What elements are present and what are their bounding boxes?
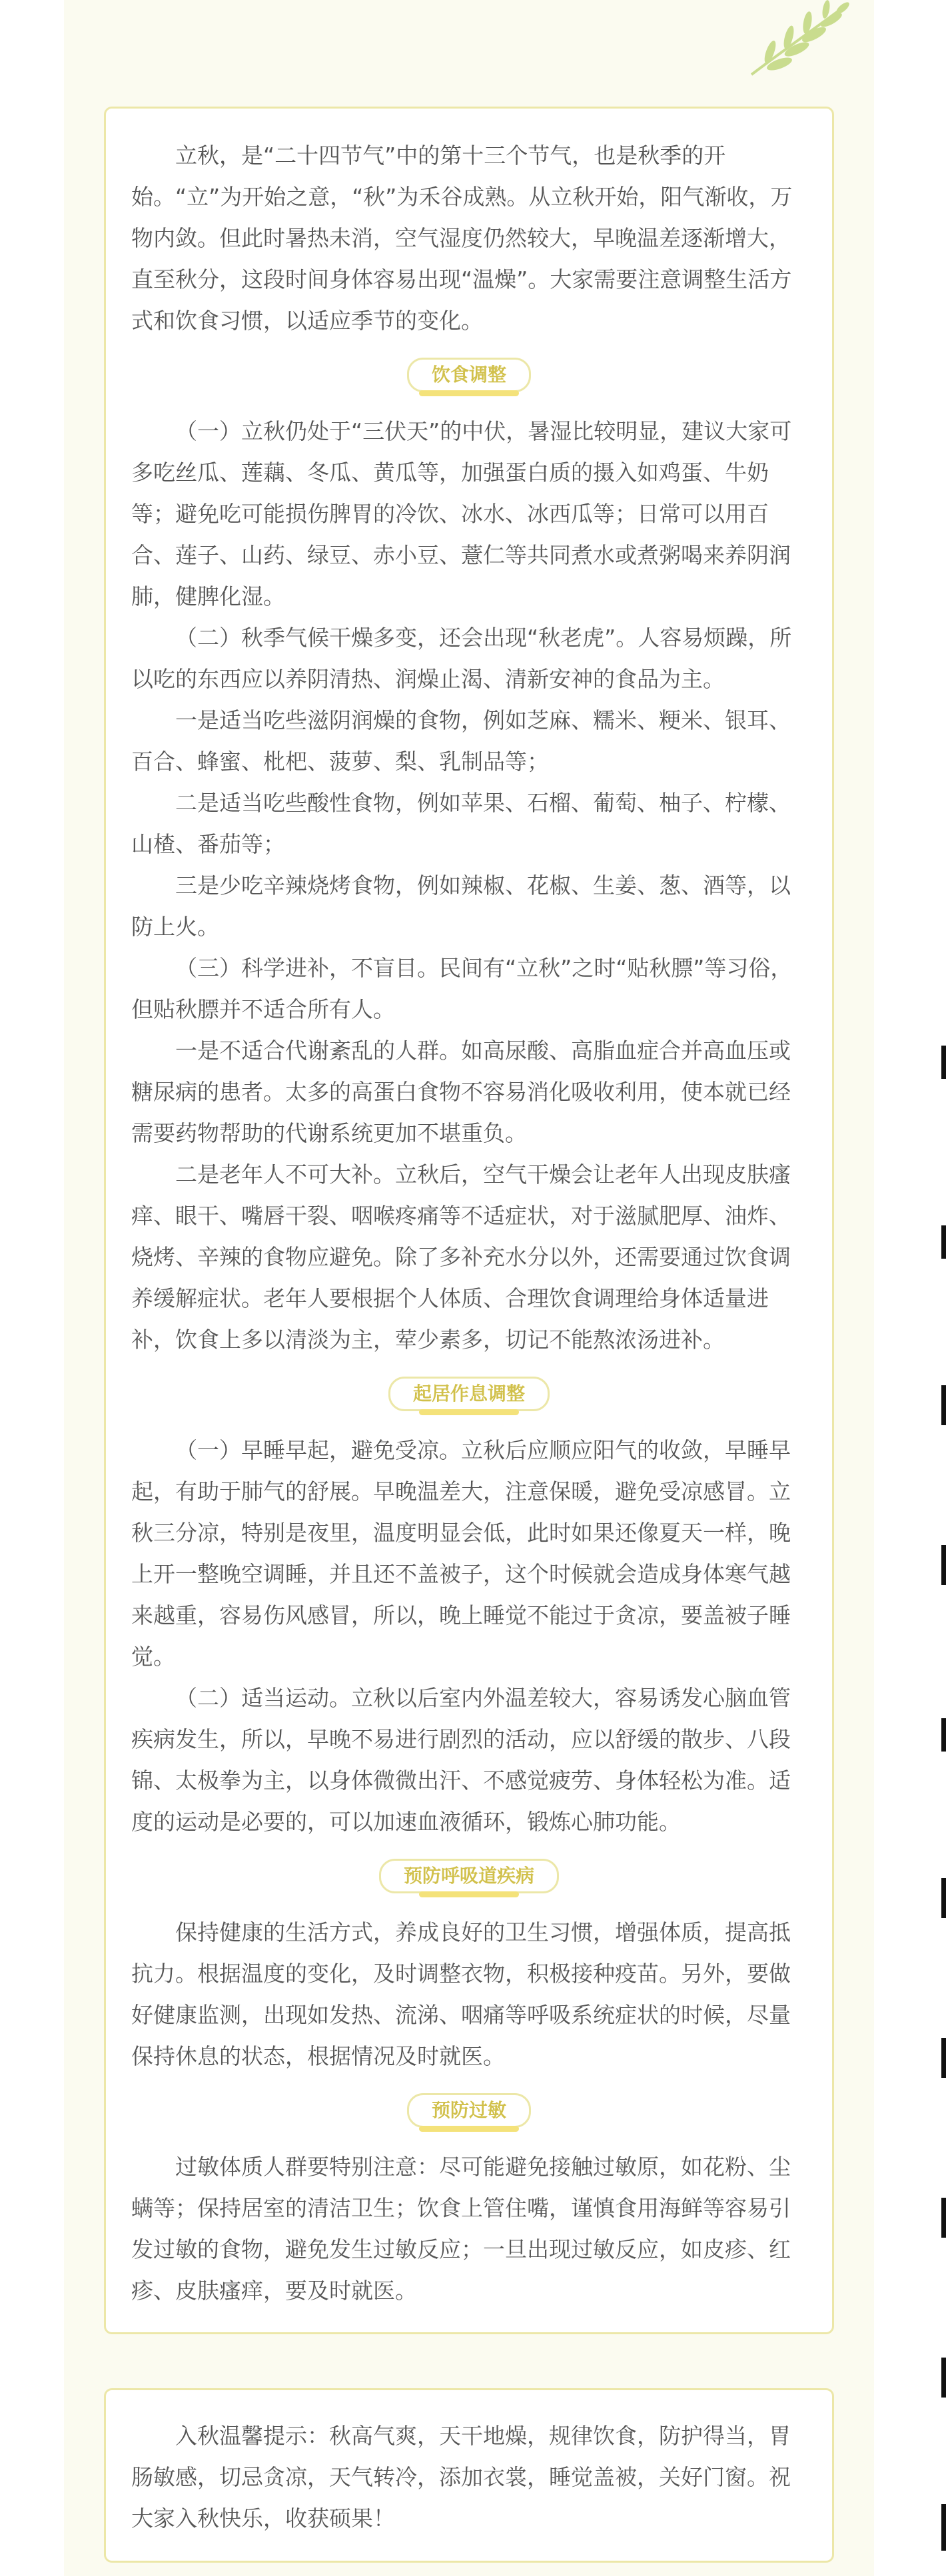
leaf-branch-icon: [739, 0, 853, 87]
edge-mark: [941, 1046, 946, 1079]
edge-mark: [941, 1718, 946, 1752]
respiratory-paragraph: 保持健康的生活方式，养成良好的卫生习惯，增强体质，提高抵抗力。根据温度的变化，及时调整衣物，积极接种疫苗。另外，要做好健康监测，出现如发热、流涕、咽痛等呼吸系统症状的时候，尽量保持休息的状态，根据情况及时就医。: [131, 1919, 791, 2069]
section-heading-allergy: [131, 2091, 807, 2132]
routine-paragraph: （二）适当运动。立秋以后室内外温差较大，容易诱发心脑血管疾病发生，所以，早晚不易进行剧烈的活动，应以舒缓的散步、八段锦、太极拳为主，以身体微微出汗、不感觉疲劳、身体轻松为准。适度的运动是必要的，可以加速血液循环，锻炼心肺功能。: [131, 1685, 791, 1835]
edge-mark: [941, 2504, 946, 2551]
edge-mark: [941, 2358, 946, 2398]
tip-card: [104, 2388, 834, 2563]
section-heading-routine: [131, 1374, 807, 1415]
section-heading-label: 饮食调整: [407, 358, 531, 392]
edge-mark: [941, 2038, 946, 2078]
intro-paragraph: 立秋，是“二十四节气”中的第十三个节气，也是秋季的开始。“立”为开始之意，“秋”为禾谷成熟。从立秋开始，阳气渐收，万物内敛。但此时暑热未消，空气湿度仍然较大，早晚温差逐渐增大，直至秋分，这段时间身体容易出现“温燥”。大家需要注意调整生活方式和饮食习惯，以适应季节的变化。: [131, 143, 793, 334]
heading-underline: [419, 2126, 519, 2132]
edge-mark: [941, 1225, 946, 1259]
diet-paragraph: （二）秋季气候干燥多变，还会出现“秋老虎”。人容易烦躁，所以吃的东西应以养阴清热、润燥止渴、清新安神的食品为主。: [131, 625, 792, 692]
article-card: [104, 107, 834, 2334]
routine-paragraph: （一）早睡早起，避免受凉。立秋后应顺应阳气的收敛，早睡早起，有助于肺气的舒展。早晚温差大，注意保暖，避免受凉感冒。立秋三分凉，特别是夜里，温度明显会低，此时如果还像夏天一样，晚上开一整晚空调睡，并且还不盖被子，这个时候就会造成身体寒气越来越重，容易伤风感冒，所以，晚上睡觉不能过于贪凉，要盖被子睡觉。: [131, 1437, 791, 1670]
allergy-paragraph: 过敏体质人群要特别注意：尽可能避免接触过敏原，如花粉、尘螨等；保持居室的清洁卫生；饮食上管住嘴，谨慎食用海鲜等容易引发过敏的食物，避免发生过敏反应；一旦出现过敏反应，如皮疹、红疹、皮肤瘙痒，要及时就医。: [131, 2154, 791, 2304]
diet-paragraph: 二是老年人不可大补。立秋后，空气干燥会让老年人出现皮肤瘙痒、眼干、嘴唇干裂、咽喉疼痛等不适症状，对于滋腻肥厚、油炸、烧烤、辛辣的食物应避免。除了多补充水分以外，还需要通过饮食调养缓解症状。老年人要根据个人体质、合理饮食调理给身体适量进补，饮食上多以清淡为主，荤少素多，切记不能熬浓汤进补。: [131, 1161, 791, 1353]
section-heading-label: 预防呼吸道疾病: [379, 1859, 559, 1893]
section-heading-respiratory: [131, 1856, 807, 1897]
edge-mark: [941, 2198, 946, 2238]
section-heading-diet: [131, 355, 807, 396]
edge-mark: [941, 1385, 946, 1425]
diet-paragraph: 一是不适合代谢紊乱的人群。如高尿酸、高脂血症合并高血压或糖尿病的患者。太多的高蛋白食物不容易消化吸收利用，使本就已经需要药物帮助的代谢系统更加不堪重负。: [131, 1038, 791, 1146]
section-heading-label: 起居作息调整: [388, 1377, 550, 1411]
diet-paragraph: （三）科学进补，不盲目。民间有“立秋”之时“贴秋膘”等习俗，但贴秋膘并不适合所有人。: [131, 955, 793, 1022]
diet-paragraph: 一是适当吃些滋阴润燥的食物，例如芝麻、糯米、粳米、银耳、百合、蜂蜜、枇杷、菠萝、梨、乳制品等；: [131, 707, 791, 775]
section-heading-label: 预防过敏: [407, 2093, 531, 2128]
heading-underline: [419, 1891, 519, 1897]
diet-paragraph: 三是少吃辛辣烧烤食物，例如辣椒、花椒、生姜、葱、酒等，以防上火。: [131, 872, 791, 940]
tip-paragraph: 入秋温馨提示：秋高气爽，天干地燥，规律饮食，防护得当，胃肠敏感，切忌贪凉，天气转冷，添加衣裳，睡觉盖被，关好门窗。祝大家入秋快乐，收获硕果！: [131, 2423, 791, 2531]
edge-mark: [941, 1545, 946, 1585]
edge-mark: [941, 1878, 946, 1918]
diet-paragraph: （一）立秋仍处于“三伏天”的中伏，暑湿比较明显，建议大家可多吃丝瓜、莲藕、冬瓜、黄瓜等，加强蛋白质的摄入如鸡蛋、牛奶等；避免吃可能损伤脾胃的冷饮、冰水、冰西瓜等；日常可以用百合、莲子、山药、绿豆、赤小豆、薏仁等共同煮水或煮粥喝来养阴润肺，健脾化湿。: [131, 418, 792, 609]
heading-underline: [419, 390, 519, 396]
heading-underline: [419, 1409, 519, 1415]
diet-paragraph: 二是适当吃些酸性食物，例如苹果、石榴、葡萄、柚子、柠檬、山楂、番茄等；: [131, 790, 791, 857]
